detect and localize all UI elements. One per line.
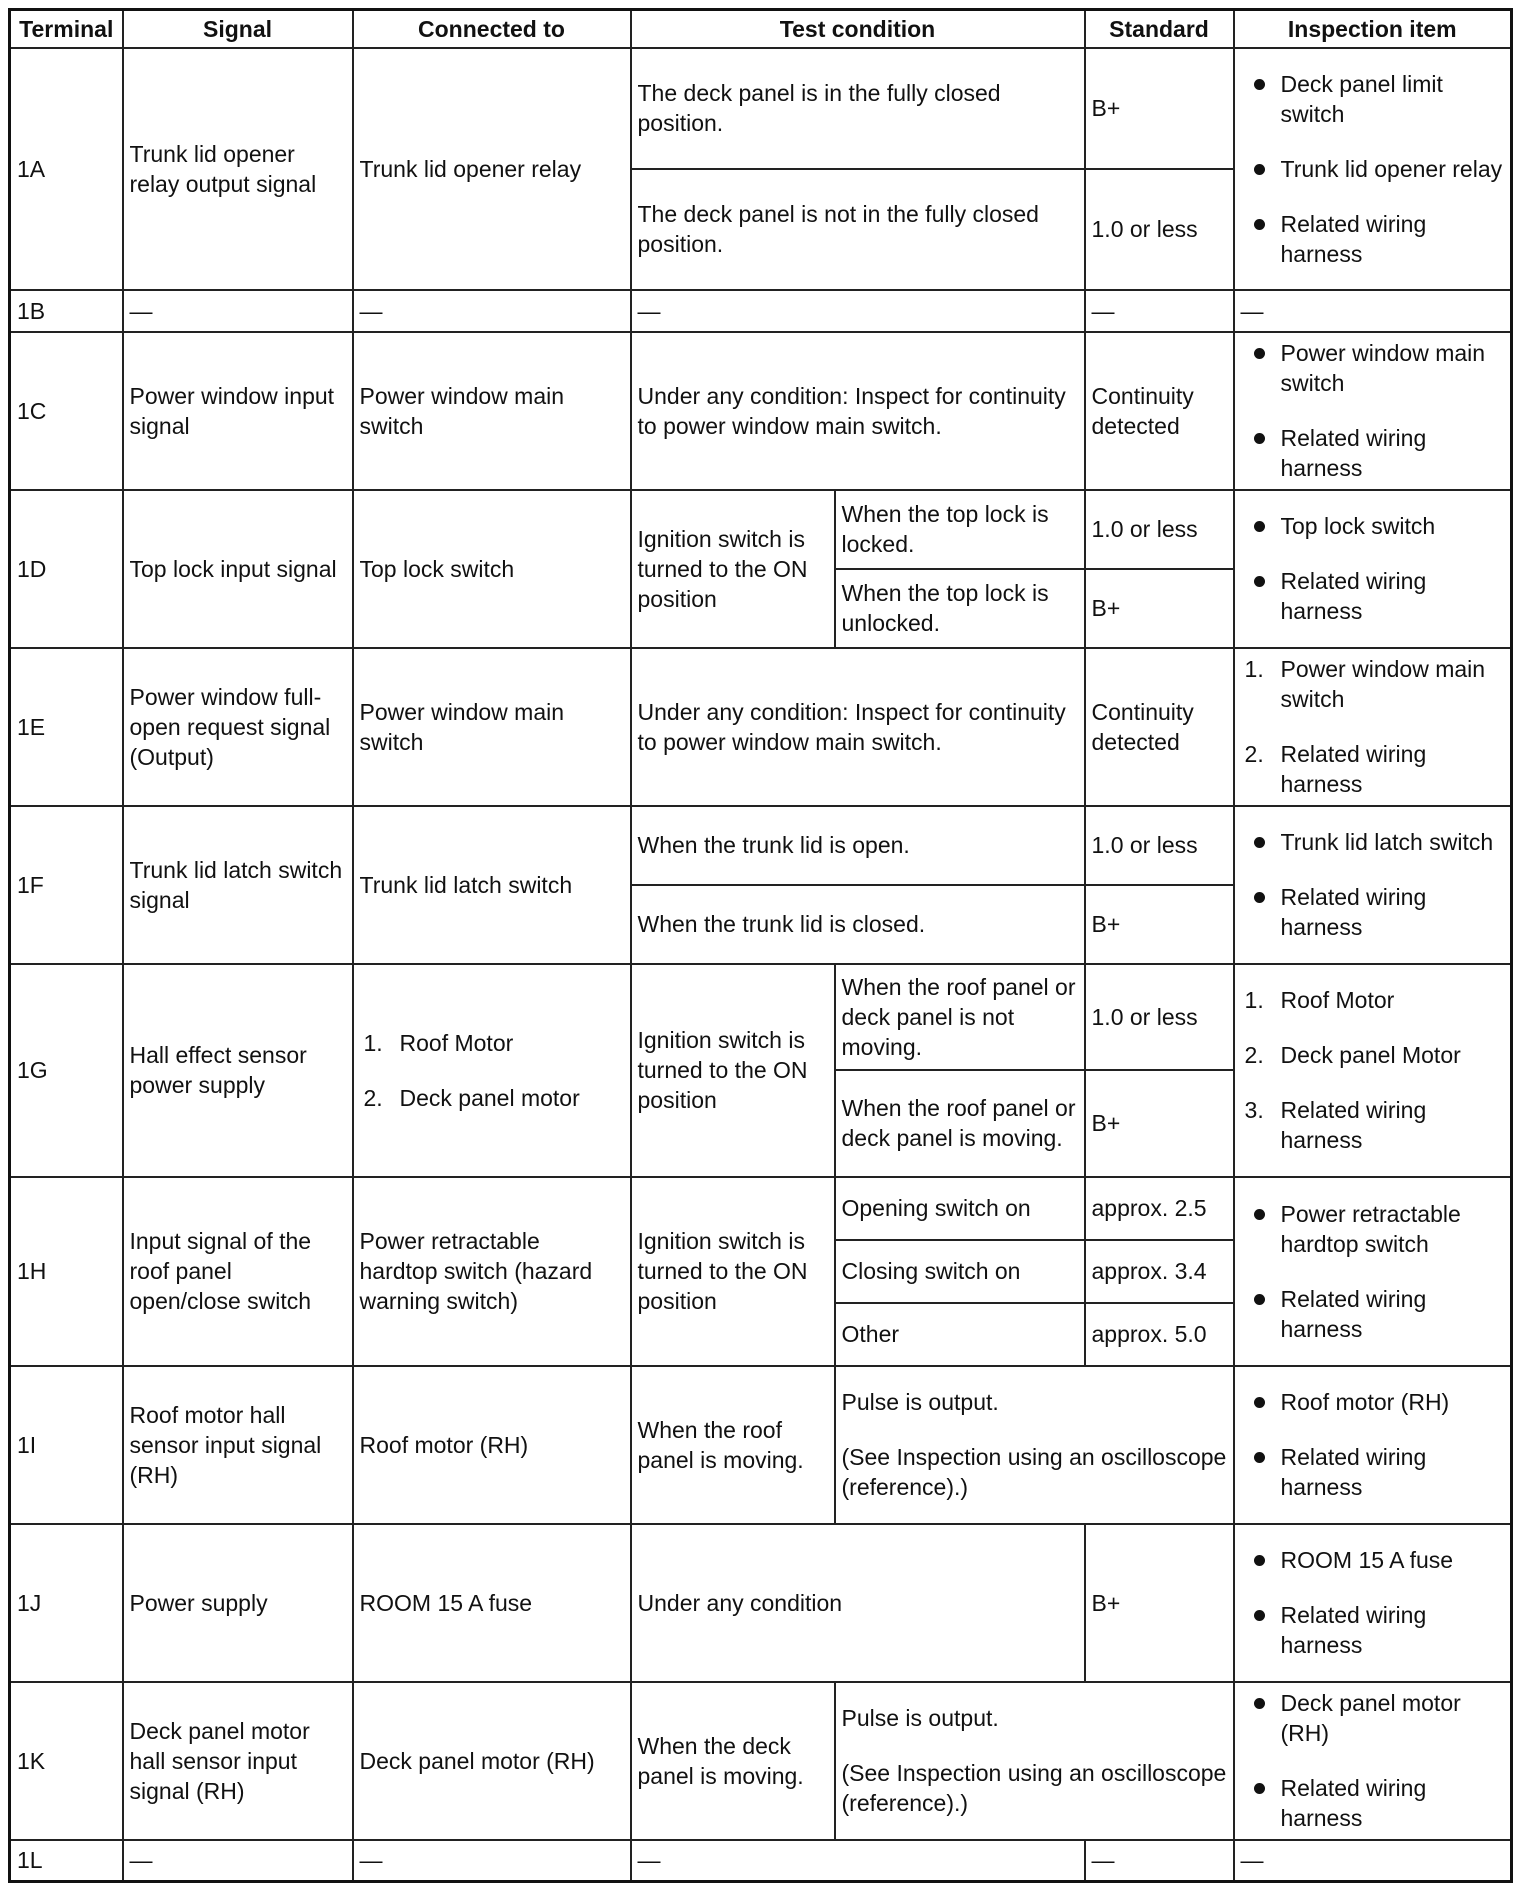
terminal-cell: 1L	[10, 1840, 123, 1882]
list-item: Roof motor (RH)	[1281, 1387, 1505, 1417]
test-condition-cell: The deck panel is not in the fully closed position.	[631, 169, 1085, 290]
list-item: Related wiring harness	[1281, 423, 1505, 483]
signal-cell: Deck panel motor hall sensor input signal (RH)	[123, 1682, 353, 1840]
standard-cell: B+	[1085, 48, 1234, 169]
table-row	[10, 648, 1512, 806]
signal-cell: Power window input signal	[123, 332, 353, 490]
terminal-cell: 1J	[10, 1524, 123, 1682]
standard-cell: B+	[1085, 569, 1234, 648]
terminal-cell: 1K	[10, 1682, 123, 1840]
table-row	[10, 964, 1512, 1070]
connected-to-cell: Power retractable hardtop switch (hazard warning switch)	[353, 1177, 631, 1366]
standard-cell: approx. 5.0	[1085, 1303, 1234, 1366]
test-condition-cell: When the roof panel is moving.	[631, 1366, 835, 1524]
connected-to-cell: Top lock switch	[353, 490, 631, 648]
standard-cell: B+	[1085, 1524, 1234, 1682]
table-row	[10, 48, 1512, 169]
connected-to-cell: Roof motor (RH)	[353, 1366, 631, 1524]
connected-to-cell: —	[353, 1840, 631, 1882]
list-item: Related wiring harness	[1280, 1097, 1427, 1153]
header-test-condition: Test condition	[631, 10, 1085, 48]
test-subcondition-cell: When the roof panel or deck panel is moving.	[835, 1070, 1085, 1177]
signal-cell: Hall effect sensor power supply	[123, 964, 353, 1177]
list-item: Deck panel Motor	[1280, 1042, 1461, 1068]
inspection-item-list	[1241, 338, 1505, 483]
inspection-item-list	[1241, 1387, 1505, 1502]
standard-text: Pulse is output.	[841, 1705, 999, 1731]
signal-cell: Trunk lid opener relay output signal	[123, 48, 353, 290]
list-item: Related wiring harness	[1281, 882, 1505, 942]
connected-to-list	[360, 1028, 580, 1113]
list-item: Related wiring harness	[1281, 1773, 1505, 1833]
standard-note: (See Inspection using an oscilloscope (reference).)	[841, 1444, 1227, 1500]
test-subcondition-cell: Opening switch on	[835, 1177, 1085, 1240]
standard-cell: —	[1085, 290, 1234, 332]
header-connected-to: Connected to	[353, 10, 631, 48]
list-item: Top lock switch	[1281, 511, 1505, 541]
inspection-item-cell	[1234, 648, 1512, 806]
inspection-item-cell	[1234, 1177, 1512, 1366]
test-subcondition-cell: When the roof panel or deck panel is not moving.	[835, 964, 1085, 1070]
standard-cell	[835, 1366, 1234, 1524]
connected-to-cell	[353, 964, 631, 1177]
inspection-item-list	[1241, 985, 1505, 1155]
signal-cell: Power window full-open request signal (Output)	[123, 648, 353, 806]
list-item: Deck panel limit switch	[1281, 69, 1505, 129]
test-condition-cell: Under any condition: Inspect for continuity to power window main switch.	[631, 332, 1085, 490]
test-condition-cell: Ignition switch is turned to the ON position	[631, 490, 835, 648]
inspection-item-cell: —	[1234, 290, 1512, 332]
header-standard: Standard	[1085, 10, 1234, 48]
list-item: Roof Motor	[399, 1029, 514, 1056]
test-subcondition-cell: Other	[835, 1303, 1085, 1366]
inspection-item-list	[1241, 654, 1505, 799]
signal-cell: Roof motor hall sensor input signal (RH)	[123, 1366, 353, 1524]
table-row	[10, 1682, 1512, 1840]
terminal-cell: 1I	[10, 1366, 123, 1524]
list-item: Power window main switch	[1280, 656, 1486, 712]
terminal-cell: 1D	[10, 490, 123, 648]
standard-cell: —	[1085, 1840, 1234, 1882]
connected-to-cell: Deck panel motor (RH)	[353, 1682, 631, 1840]
terminal-cell: 1A	[10, 48, 123, 290]
table-row	[10, 490, 1512, 569]
list-item: Deck panel motor	[399, 1084, 580, 1111]
signal-cell: Input signal of the roof panel open/close switch	[123, 1177, 353, 1366]
standard-cell: approx. 3.4	[1085, 1240, 1234, 1303]
terminal-cell: 1H	[10, 1177, 123, 1366]
list-item: Related wiring harness	[1281, 566, 1505, 626]
standard-cell: 1.0 or less	[1085, 169, 1234, 290]
signal-cell: Power supply	[123, 1524, 353, 1682]
inspection-item-list	[1241, 1545, 1505, 1660]
standard-cell: 1.0 or less	[1085, 964, 1234, 1070]
connected-to-cell: —	[353, 290, 631, 332]
standard-note: (See Inspection using an oscilloscope (reference).)	[841, 1760, 1227, 1816]
inspection-item-cell	[1234, 1524, 1512, 1682]
inspection-item-list	[1241, 827, 1505, 942]
standard-cell	[835, 1682, 1234, 1840]
list-item: Deck panel motor (RH)	[1281, 1688, 1505, 1748]
standard-cell: Continuity detected	[1085, 332, 1234, 490]
table-row	[10, 1366, 1512, 1524]
test-condition-cell: When the trunk lid is open.	[631, 806, 1085, 885]
standard-cell: approx. 2.5	[1085, 1177, 1234, 1240]
list-item: Trunk lid opener relay	[1280, 155, 1503, 182]
table-row	[10, 806, 1512, 885]
inspection-item-cell: —	[1234, 1840, 1512, 1882]
terminal-cell: 1C	[10, 332, 123, 490]
standard-cell: Continuity detected	[1085, 648, 1234, 806]
connected-to-cell: ROOM 15 A fuse	[353, 1524, 631, 1682]
connected-to-cell: Trunk lid latch switch	[353, 806, 631, 964]
list-item: Trunk lid latch switch	[1281, 827, 1505, 857]
test-condition-cell: The deck panel is in the fully closed position.	[631, 48, 1085, 169]
test-condition-cell: Ignition switch is turned to the ON position	[631, 1177, 835, 1366]
connected-to-cell: Trunk lid opener relay	[353, 48, 631, 290]
list-item: Power window main switch	[1281, 338, 1505, 398]
header-row	[10, 10, 1512, 48]
connected-to-cell: Power window main switch	[353, 648, 631, 806]
test-subcondition-cell: When the top lock is locked.	[835, 490, 1085, 569]
standard-cell: 1.0 or less	[1085, 806, 1234, 885]
table-row	[10, 1524, 1512, 1682]
list-item: Related wiring harness	[1281, 1284, 1505, 1344]
table-row	[10, 332, 1512, 490]
list-item: Related wiring harness	[1281, 1442, 1505, 1502]
inspection-item-list	[1241, 69, 1505, 269]
list-item: Related wiring harness	[1281, 209, 1505, 269]
signal-cell: —	[123, 1840, 353, 1882]
terminal-cell: 1G	[10, 964, 123, 1177]
inspection-item-cell	[1234, 806, 1512, 964]
terminal-inspection-table	[8, 8, 1513, 1883]
inspection-item-list	[1241, 1199, 1505, 1344]
header-signal: Signal	[123, 10, 353, 48]
standard-cell: B+	[1085, 885, 1234, 964]
test-subcondition-cell: When the top lock is unlocked.	[835, 569, 1085, 648]
header-inspection-item: Inspection item	[1234, 10, 1512, 48]
list-item: Power retractable hardtop switch	[1281, 1199, 1505, 1259]
test-condition-cell: When the trunk lid is closed.	[631, 885, 1085, 964]
list-item: Related wiring harness	[1281, 1600, 1505, 1660]
connected-to-cell: Power window main switch	[353, 332, 631, 490]
inspection-item-cell	[1234, 964, 1512, 1177]
inspection-item-list	[1241, 1688, 1505, 1833]
test-condition-cell: When the deck panel is moving.	[631, 1682, 835, 1840]
test-condition-cell: Under any condition	[631, 1524, 1085, 1682]
table-row	[10, 1840, 1512, 1882]
list-item: Roof Motor	[1280, 987, 1395, 1013]
test-condition-cell: Under any condition: Inspect for continuity to power window main switch.	[631, 648, 1085, 806]
standard-cell: B+	[1085, 1070, 1234, 1177]
terminal-cell: 1F	[10, 806, 123, 964]
test-subcondition-cell: Closing switch on	[835, 1240, 1085, 1303]
header-terminal: Terminal	[10, 10, 123, 48]
table-row	[10, 290, 1512, 332]
signal-cell: Top lock input signal	[123, 490, 353, 648]
inspection-item-cell	[1234, 1682, 1512, 1840]
inspection-item-cell	[1234, 490, 1512, 648]
list-item: ROOM 15 A fuse	[1281, 1545, 1505, 1575]
inspection-item-cell	[1234, 332, 1512, 490]
test-condition-cell: Ignition switch is turned to the ON position	[631, 964, 835, 1177]
test-condition-cell: —	[631, 1840, 1085, 1882]
inspection-item-cell	[1234, 48, 1512, 290]
list-item: Related wiring harness	[1280, 741, 1427, 797]
test-condition-cell: —	[631, 290, 1085, 332]
signal-cell: —	[123, 290, 353, 332]
terminal-cell: 1E	[10, 648, 123, 806]
standard-cell: 1.0 or less	[1085, 490, 1234, 569]
inspection-item-list	[1241, 511, 1505, 626]
terminal-cell: 1B	[10, 290, 123, 332]
table-row	[10, 1177, 1512, 1240]
signal-cell: Trunk lid latch switch signal	[123, 806, 353, 964]
inspection-item-cell	[1234, 1366, 1512, 1524]
standard-text: Pulse is output.	[841, 1389, 999, 1415]
